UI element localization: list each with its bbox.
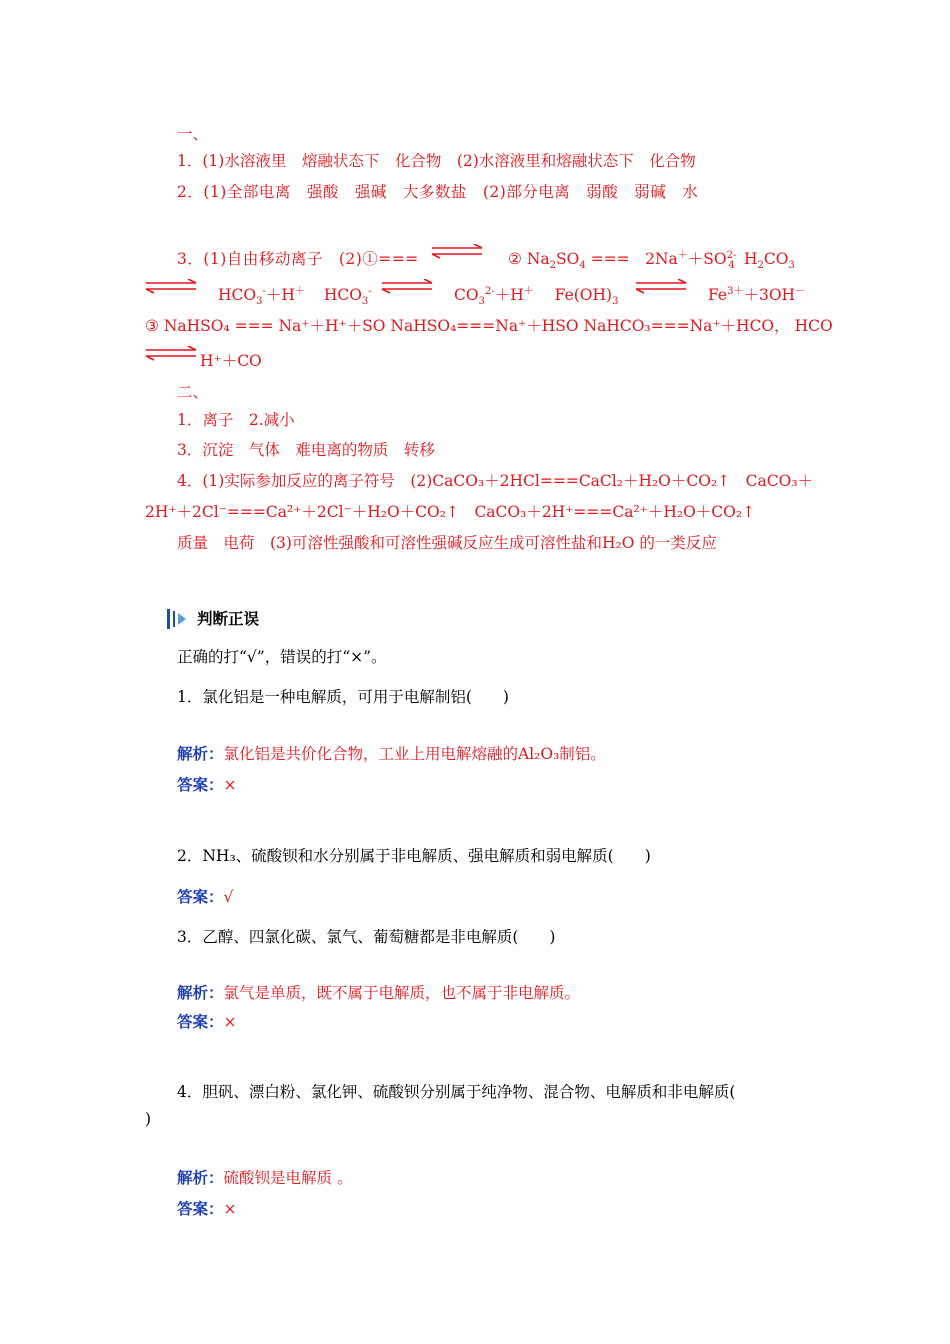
answer-4 [177,1199,847,1219]
eq-part: Fe(OH) [554,286,613,304]
eq-part: ＋H [494,286,524,304]
equation-co3: $CO_3^{2-}+H^+$ $Fe(OH)_3$ [454,285,619,308]
answer-text: 3．(1)自由移动离子 (2)①=== [177,250,419,268]
explanation-text: 氯气是单质，既不属于电解质，也不属于非电解质。 [223,984,581,1002]
question-4: 4．胆矾、漂白粉、氯化钾、硫酸钡分别属于纯净物、混合物、电解质和非电解质( [177,1083,736,1101]
answer-line-8: 3．沉淀 气体 难电离的物质 转移 [177,441,435,459]
answer-label: 答案： [177,1012,224,1031]
explanation-text: 氯化铝是共价化合物，工业上用电解熔融的Al₂O₃制铝。 [223,745,606,763]
answer-label: 答案： [177,775,224,794]
reversible-arrow-icon [144,346,200,366]
explanation-1 [177,744,847,764]
answer-line-7: 1．离子 2.减小 [177,411,295,429]
eq-part: H [744,250,758,268]
equation-hco3: $HCO_3^-+H^+$ $HCO_3^-$ [218,285,372,308]
eq-part: SO [556,250,580,268]
explanation-label: 解析： [177,983,224,1002]
section-heading-1: 一、 [177,125,209,143]
section-heading-2: 二、 [177,383,209,401]
eq-part: ＋3OH [743,286,796,304]
eq-part: Fe [708,286,728,304]
explanation-3 [177,983,847,1003]
answer-2 [177,887,847,907]
instruction-text: 正确的打“√”，错误的打“×”。 [177,648,387,666]
question-1: 1．氯化铝是一种电解质，可用于电解制铝( ) [177,688,509,706]
reversible-arrow-icon [144,279,200,299]
explanation-label: 解析： [177,744,224,763]
eq-part: CO [763,250,789,268]
section-marker-icon [167,609,197,629]
answer-line-11: 质量 电荷 (3)可溶性强酸和可溶性强碱反应生成可溶性盐和H₂O 的一类反应 [177,534,717,552]
reversible-arrow-icon [634,279,690,299]
equation-na2so4: ② $Na_2SO_4$ === $2Na^++SO^{2-}_4$ [508,249,737,272]
answer-mark: × [223,1013,237,1031]
eq-part: ＋SO [687,250,727,268]
eq-part: CO [454,286,479,304]
answer-line-2: 2．(1)全部电离 强酸 强碱 大多数盐 (2)部分电离 弱酸 弱碱 水 [177,183,699,201]
question-2: 2．NH₃、硫酸钡和水分别属于非电解质、强电解质和弱电解质( ) [177,847,651,865]
answer-line-6: H⁺＋CO [200,352,262,370]
eq-part: ＋H [265,286,295,304]
answer-line-1: 1．(1)水溶液里 熔融状态下 化合物 (2)水溶液里和熔融状态下 化合物 [177,152,696,170]
answer-mark: × [223,776,237,794]
equation-h2co3: $H_2CO_3$ [744,250,795,272]
question-4-cont: ) [145,1110,152,1128]
answer-line-5: ③ NaHSO₄ === Na⁺＋H⁺＋SO NaHSO₄===Na⁺＋HSO NaHCO₃===Na⁺＋HCO， HCO [145,317,833,335]
eq-part: HCO [323,286,362,304]
reversible-arrow-icon [380,279,436,299]
answer-mark: √ [223,888,234,906]
equation-feoh3: $Fe^{3+}+3OH^-$ [708,285,806,304]
section-title: 判断正误 [197,610,260,628]
eq-part: HCO [218,286,257,304]
explanation-text: 硫酸钡是电解质 。 [223,1169,353,1187]
answer-label: 答案： [177,1199,224,1218]
question-3: 3．乙醇、四氯化碳、氯气、葡萄糖都是非电解质( ) [177,928,556,946]
explanation-label: 解析： [177,1168,224,1187]
answer-line-10: 2H⁺＋2Cl⁻===Ca²⁺＋2Cl⁻＋H₂O＋CO₂↑ CaCO₃＋2H⁺===Ca²⁺＋H₂O＋CO₂↑ [145,503,756,521]
explanation-4 [177,1168,847,1188]
answer-label: 答案： [177,887,224,906]
answer-3 [177,1012,847,1032]
answer-mark: × [223,1200,237,1218]
eq-part: ② Na [508,250,550,268]
answer-1 [177,775,847,795]
answer-line-9: 4．(1)实际参加反应的离子符号 (2)CaCO₃＋2HCl===CaCl₂＋H₂O＋CO₂↑ CaCO₃＋ [177,472,814,490]
reversible-arrow-icon [430,244,486,264]
eq-part: === 2Na [585,250,678,268]
